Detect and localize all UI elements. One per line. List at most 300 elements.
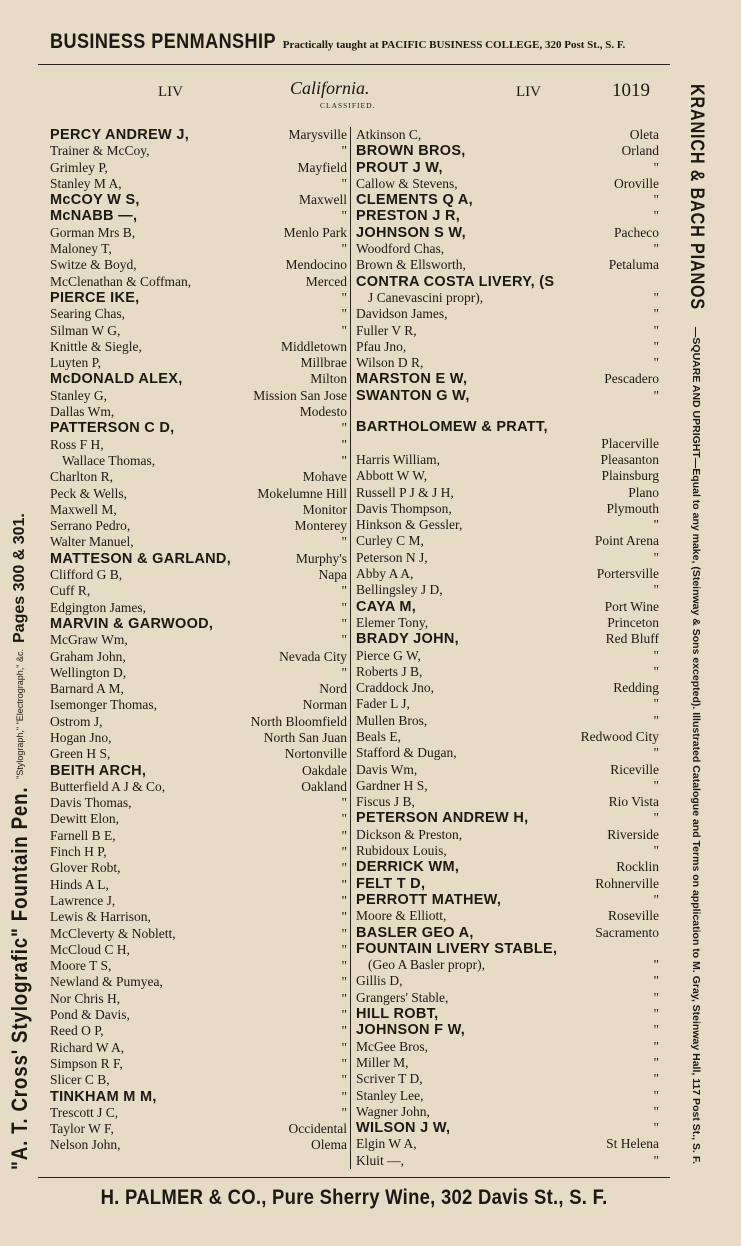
entry-place: Monterey	[294, 518, 347, 534]
directory-entry	[50, 160, 347, 176]
entry-place: "	[653, 891, 659, 907]
entry-name: BRADY JOHN,	[356, 631, 459, 648]
entry-place: Orland	[621, 143, 659, 159]
directory-entry	[356, 941, 659, 957]
directory-entry	[356, 696, 659, 712]
entry-place: "	[341, 811, 347, 827]
entry-place: "	[341, 974, 347, 990]
entry-name: CONTRA COSTA LIVERY, (S	[356, 273, 555, 290]
entry-place: Riverside	[607, 826, 659, 842]
entry-place: Oroville	[614, 175, 659, 191]
directory-entry	[50, 404, 347, 420]
entry-place: Sacramento	[595, 924, 659, 940]
entry-place: "	[653, 517, 659, 533]
entry-place: "	[341, 322, 347, 338]
directory-entry	[356, 452, 659, 468]
directory-entry	[356, 436, 659, 452]
directory-entry	[50, 681, 347, 697]
directory-entry	[50, 502, 347, 518]
left-directory-column	[50, 127, 351, 1169]
entry-name: Hinkson & Gessler,	[356, 517, 463, 533]
entry-place: "	[653, 159, 659, 175]
entry-place: "	[341, 175, 347, 191]
directory-entry	[356, 1006, 659, 1022]
entry-place: "	[341, 1104, 347, 1120]
right-margin-advertisement	[679, 84, 713, 1164]
entry-name: Fuller V R,	[356, 322, 417, 338]
directory-entry	[50, 567, 347, 583]
page-number: 1019	[612, 80, 650, 101]
entry-name: Miller M,	[356, 1054, 409, 1070]
entry-place: Mokelumne Hill	[257, 485, 347, 501]
directory-entry	[50, 339, 347, 355]
entry-name: PROUT J W,	[356, 159, 443, 176]
header-subtitle: CLASSIFIED.	[320, 101, 376, 110]
entry-place: Oakdale	[302, 762, 347, 778]
entry-name: Beals E,	[356, 728, 401, 744]
entry-place: Olema	[311, 1137, 347, 1153]
directory-entry	[356, 762, 659, 778]
entry-place: "	[341, 583, 347, 599]
entry-name: Peck & Wells,	[50, 485, 128, 501]
entry-place: "	[341, 241, 347, 257]
directory-entry	[356, 648, 659, 664]
entry-place: Red Bluff	[605, 631, 659, 647]
entry-place: "	[341, 844, 347, 860]
entry-name: Bellingsley J D,	[356, 582, 443, 598]
directory-entry	[356, 859, 659, 875]
entry-place: "	[653, 663, 659, 679]
entry-name: Fader L J,	[356, 696, 410, 712]
entry-name: Maxwell M,	[50, 501, 117, 517]
entry-place: Occidental	[288, 1121, 347, 1137]
directory-entry	[356, 501, 659, 517]
top-advertisement	[50, 30, 670, 66]
entry-name: Curley C M,	[356, 533, 424, 549]
directory-entry	[356, 1120, 659, 1136]
entry-place: "	[341, 615, 347, 631]
entry-name: McCloud C H,	[50, 941, 130, 957]
entry-place: St Helena	[606, 1136, 659, 1152]
entry-name: Graham John,	[50, 648, 126, 664]
entry-place: Point Arena	[594, 533, 659, 549]
entry-name: Switze & Boyd,	[50, 257, 137, 273]
directory-entry	[356, 404, 659, 419]
directory-entry	[50, 649, 347, 665]
directory-entry	[50, 616, 347, 632]
entry-place: "	[653, 1038, 659, 1054]
entry-place: "	[653, 208, 659, 224]
entry-name: JOHNSON F W,	[356, 1022, 466, 1039]
directory-entry	[50, 257, 347, 273]
entry-place: Rohnerville	[595, 875, 659, 891]
entry-name: Pond & Davis,	[50, 1007, 130, 1023]
entry-name: Barnard A M,	[50, 681, 124, 697]
directory-entry	[356, 892, 659, 908]
entry-name: Luyten P,	[50, 355, 102, 371]
entry-place: "	[341, 599, 347, 615]
entry-place: "	[341, 941, 347, 957]
entry-place: "	[653, 647, 659, 663]
entry-name: MATTESON & GARLAND,	[50, 550, 232, 567]
entry-place: Millbrae	[300, 355, 347, 371]
entry-place: "	[653, 582, 659, 598]
directory-entry	[50, 420, 347, 436]
directory-entry	[50, 274, 347, 290]
directory-entry	[356, 339, 659, 355]
directory-entry	[356, 713, 659, 729]
entry-name: Serrano Pedro,	[50, 518, 131, 534]
entry-name: Lewis & Harrison,	[50, 909, 151, 925]
directory-entry	[356, 274, 659, 290]
top-ad-text: Practically taught at PACIFIC BUSINESS COLLEGE, 320 Post St., S. F.	[282, 39, 626, 51]
directory-entry	[356, 778, 659, 794]
directory-entry	[356, 631, 659, 647]
entry-name: Knittle & Siegle,	[50, 338, 142, 354]
entry-place: Placerville	[601, 435, 659, 451]
entry-place: Rio Vista	[608, 794, 659, 810]
entry-place: "	[341, 306, 347, 322]
entry-place: Pacheco	[614, 224, 659, 240]
directory-entry	[50, 1040, 347, 1056]
entry-name: Cuff R,	[50, 583, 91, 599]
entry-place: "	[653, 1006, 659, 1022]
bottom-advertisement	[38, 1186, 670, 1210]
directory-entry	[356, 1088, 659, 1104]
entry-place: Roseville	[608, 908, 659, 924]
entry-name: Ostrom J,	[50, 713, 103, 729]
top-ad-headline: BUSINESS PENMANSHIP	[50, 30, 276, 53]
entry-place: "	[341, 632, 347, 648]
entry-name: PIERCE IKE,	[50, 289, 140, 306]
entry-place: Nevada City	[279, 648, 347, 664]
entry-name: Nelson John,	[50, 1137, 121, 1153]
directory-entry	[356, 876, 659, 892]
entry-name: Kluit —,	[356, 1152, 405, 1168]
directory-entry	[356, 1136, 659, 1152]
directory-entry	[356, 599, 659, 615]
entry-name: Stafford & Dugan,	[356, 745, 457, 761]
directory-entry	[50, 844, 347, 860]
directory-entry	[50, 143, 347, 159]
entry-place: Plainsburg	[601, 468, 659, 484]
entry-name: Slicer C B,	[50, 1072, 110, 1088]
entry-place: "	[653, 810, 659, 826]
directory-entry	[356, 468, 659, 484]
entry-place: "	[341, 876, 347, 892]
entry-place: "	[341, 1055, 347, 1071]
directory-entry	[356, 533, 659, 549]
directory-entry	[50, 534, 347, 550]
directory-entry	[356, 827, 659, 843]
directory-entry	[356, 925, 659, 941]
entry-place: Mayfield	[297, 159, 347, 175]
directory-entry	[50, 127, 347, 143]
entry-place: "	[653, 241, 659, 257]
entry-name: Taylor W F,	[50, 1121, 114, 1137]
directory-entry	[356, 680, 659, 696]
entry-place: "	[653, 1103, 659, 1119]
entry-place: "	[653, 289, 659, 305]
entry-place: Pleasanton	[600, 451, 659, 467]
directory-entry	[50, 225, 347, 241]
entry-place: "	[341, 827, 347, 843]
header-state-title: California.	[290, 78, 370, 98]
entry-place: "	[653, 387, 659, 403]
entry-place: "	[341, 892, 347, 908]
directory-entry	[50, 453, 347, 469]
entry-name: Gorman Mrs B,	[50, 224, 136, 240]
directory-entry	[356, 1153, 659, 1169]
entry-place: "	[653, 549, 659, 565]
directory-entry	[356, 241, 659, 257]
directory-entry	[356, 990, 659, 1006]
entry-place: Plymouth	[606, 500, 659, 516]
entry-place: "	[653, 957, 659, 973]
entry-name: Dallas Wm,	[50, 404, 115, 420]
entry-name: Peterson N J,	[356, 549, 428, 565]
entry-name: Woodford Chas,	[356, 241, 445, 257]
entry-place: Pescadero	[604, 371, 659, 387]
entry-name: Gardner H S,	[356, 777, 428, 793]
directory-entry	[356, 957, 659, 973]
entry-place: "	[341, 860, 347, 876]
directory-entry	[50, 828, 347, 844]
entry-place: "	[341, 534, 347, 550]
entry-name: Hogan Jno,	[50, 729, 112, 745]
entry-name: PETERSON ANDREW H,	[356, 810, 529, 827]
directory-entry	[50, 1056, 347, 1072]
directory-entry	[356, 517, 659, 533]
entry-place: Mohave	[302, 469, 347, 485]
entry-name: Davis Wm,	[356, 761, 418, 777]
entry-name: Isemonger Thomas,	[50, 697, 157, 713]
entry-place: "	[341, 1039, 347, 1055]
entry-name: McGraw Wm,	[50, 632, 128, 648]
entry-name: CAYA M,	[356, 598, 417, 615]
entry-name: CLEMENTS Q A,	[356, 192, 473, 209]
directory-entry	[356, 225, 659, 241]
directory-entry	[50, 958, 347, 974]
directory-entry	[50, 632, 347, 648]
directory-entry	[356, 257, 659, 273]
entry-name: PERCY ANDREW J,	[50, 127, 190, 143]
entry-place: "	[341, 420, 347, 436]
entry-place: "	[341, 1072, 347, 1088]
entry-place: Merced	[305, 273, 347, 289]
left-margin-ad-small: "Stylograph," "Electrograph," &c.	[15, 649, 25, 779]
entry-name: Trescott J C,	[50, 1104, 119, 1120]
entry-name: BROWN BROS,	[356, 143, 466, 160]
entry-name: Moore T S,	[50, 958, 112, 974]
directory-entry	[356, 355, 659, 371]
directory-entry	[356, 1055, 659, 1071]
entry-name: McNABB —,	[50, 208, 138, 225]
entry-place: "	[341, 1023, 347, 1039]
entry-name: Stanley Lee,	[356, 1087, 424, 1103]
entry-name: WILSON J W,	[356, 1120, 451, 1137]
directory-entry	[50, 355, 347, 371]
entry-place: Nord	[319, 681, 347, 697]
directory-entry	[50, 1007, 347, 1023]
entry-place: "	[653, 338, 659, 354]
entry-place: Nortonville	[284, 746, 347, 762]
entry-place: North Bloomfield	[250, 713, 347, 729]
entry-name: Davis Thompson,	[356, 500, 452, 516]
entry-name: Grimley P,	[50, 159, 108, 175]
entry-name: Ross F H,	[50, 436, 104, 452]
directory-entry	[50, 779, 347, 795]
directory-entry	[50, 697, 347, 713]
entry-name: Moore & Elliott,	[356, 908, 447, 924]
entry-place: "	[653, 192, 659, 208]
entry-name: MARSTON E W,	[356, 371, 468, 388]
entry-place: Napa	[318, 567, 347, 583]
entry-name: Searing Chas,	[50, 306, 125, 322]
entry-place: "	[653, 696, 659, 712]
directory-entry	[50, 437, 347, 453]
directory-entry	[50, 600, 347, 616]
entry-place: Middletown	[281, 338, 347, 354]
entry-name: Reed O P,	[50, 1023, 104, 1039]
directory-entry	[50, 795, 347, 811]
entry-name: Roberts J B,	[356, 663, 423, 679]
entry-name: BEITH ARCH,	[50, 762, 147, 779]
entry-name: Edgington James,	[50, 599, 146, 615]
entry-place: Port Wine	[604, 598, 659, 614]
entry-name: J Canevascini propr),	[368, 289, 484, 305]
entry-place: "	[653, 745, 659, 761]
entry-name: Davidson James,	[356, 306, 448, 322]
directory-entry	[50, 909, 347, 925]
entry-name: McGee Bros,	[356, 1038, 428, 1054]
entry-place: Petaluma	[608, 257, 659, 273]
entry-name: Maloney T,	[50, 241, 112, 257]
entry-name: Wallace Thomas,	[62, 452, 156, 468]
directory-entry	[356, 810, 659, 826]
entry-name: Simpson R F,	[50, 1055, 123, 1071]
entry-name: Lawrence J,	[50, 892, 116, 908]
entry-name: Craddock Jno,	[356, 680, 434, 696]
entry-name: Wilson D R,	[356, 355, 424, 371]
entry-name: Pfau Jno,	[356, 338, 407, 354]
entry-name: TINKHAM M M,	[50, 1088, 157, 1105]
directory-entry	[50, 306, 347, 322]
directory-entry	[50, 811, 347, 827]
directory-entry	[50, 486, 347, 502]
directory-entry	[50, 1072, 347, 1088]
entry-place: "	[341, 795, 347, 811]
entry-name: BARTHOLOMEW & PRATT,	[356, 419, 548, 436]
directory-entry	[356, 1022, 659, 1038]
right-directory-column	[356, 127, 659, 1169]
entry-place: Rocklin	[616, 859, 659, 875]
directory-entry	[50, 323, 347, 339]
entry-place: Mission San Jose	[253, 387, 347, 403]
entry-place: "	[653, 1120, 659, 1136]
entry-place: Murphy's	[295, 550, 347, 566]
directory-entry	[50, 1089, 347, 1105]
entry-name: BASLER GEO A,	[356, 924, 474, 941]
entry-name: Stanley G,	[50, 387, 107, 403]
directory-entry	[356, 908, 659, 924]
right-margin-ad-main: KRANICH & BACH PIANOS	[686, 84, 707, 311]
directory-entry	[356, 615, 659, 631]
entry-name: MARVIN & GARWOOD,	[50, 615, 214, 632]
entry-place: "	[341, 1088, 347, 1104]
directory-entry	[356, 176, 659, 192]
entry-place: "	[653, 306, 659, 322]
entry-place: Portersville	[596, 566, 659, 582]
entry-name: McClenathan & Coffman,	[50, 273, 192, 289]
entry-name: Davis Thomas,	[50, 795, 132, 811]
directory-entry	[50, 469, 347, 485]
directory-entry	[50, 192, 347, 208]
entry-name: Wellington D,	[50, 664, 127, 680]
entry-name: Richard W A,	[50, 1039, 125, 1055]
entry-place: "	[341, 208, 347, 224]
entry-name: McCOY W S,	[50, 192, 140, 209]
entry-name: PRESTON J R,	[356, 208, 461, 225]
entry-place: "	[341, 909, 347, 925]
entry-place: "	[341, 289, 347, 305]
directory-entry	[356, 208, 659, 224]
directory-entry	[50, 763, 347, 779]
directory-entry	[50, 730, 347, 746]
directory-entry	[50, 1023, 347, 1039]
directory-entry	[356, 1104, 659, 1120]
directory-entry	[50, 583, 347, 599]
directory-entry	[356, 371, 659, 387]
entry-name: Clifford G B,	[50, 567, 123, 583]
entry-name: Grangers' Stable,	[356, 989, 449, 1005]
entry-place: "	[653, 843, 659, 859]
entry-name: Hinds A L,	[50, 876, 109, 892]
directory-entry	[356, 290, 659, 306]
entry-place: Marysville	[288, 127, 347, 142]
directory-entry	[356, 388, 659, 404]
left-margin-ad-pages: Pages 300 & 301.	[11, 513, 28, 643]
entry-place: "	[341, 436, 347, 452]
directory-entry	[50, 991, 347, 1007]
entry-name: Dewitt Elon,	[50, 811, 119, 827]
entry-place: Redding	[613, 680, 659, 696]
right-margin-ad-text: —SQUARE AND UPRIGHT—Equal to any make, (Steinway & Sons excepted). Illustrated Catalogue and Terms on application to M. Gray, Steinway Hall, 117 Post St., S. F.	[690, 326, 702, 1164]
entry-name: Elemer Tony,	[356, 614, 429, 630]
entry-name: Russell P J & J H,	[356, 484, 454, 500]
entry-name: Scriver T D,	[356, 1071, 423, 1087]
left-margin-advertisement	[0, 90, 40, 1170]
entry-place: "	[653, 1022, 659, 1038]
entry-place: "	[341, 990, 347, 1006]
directory-entry	[356, 794, 659, 810]
directory-entry	[50, 714, 347, 730]
entry-place: Oakland	[301, 778, 347, 794]
directory-entry	[356, 306, 659, 322]
entry-place: Menlo Park	[283, 224, 347, 240]
directory-entry	[356, 127, 659, 143]
entry-name: Abbott W W,	[356, 468, 428, 484]
entry-name: Nor Chris H,	[50, 990, 121, 1006]
entry-name: Stanley M A,	[50, 175, 122, 191]
directory-entry	[50, 388, 347, 404]
page-header	[40, 76, 666, 110]
directory-entry	[50, 893, 347, 909]
entry-name: (Geo A Basler propr),	[368, 957, 485, 973]
entry-name: Abby A A,	[356, 566, 414, 582]
entry-name: Butterfield A J & Co,	[50, 778, 166, 794]
directory-entry	[356, 143, 659, 159]
